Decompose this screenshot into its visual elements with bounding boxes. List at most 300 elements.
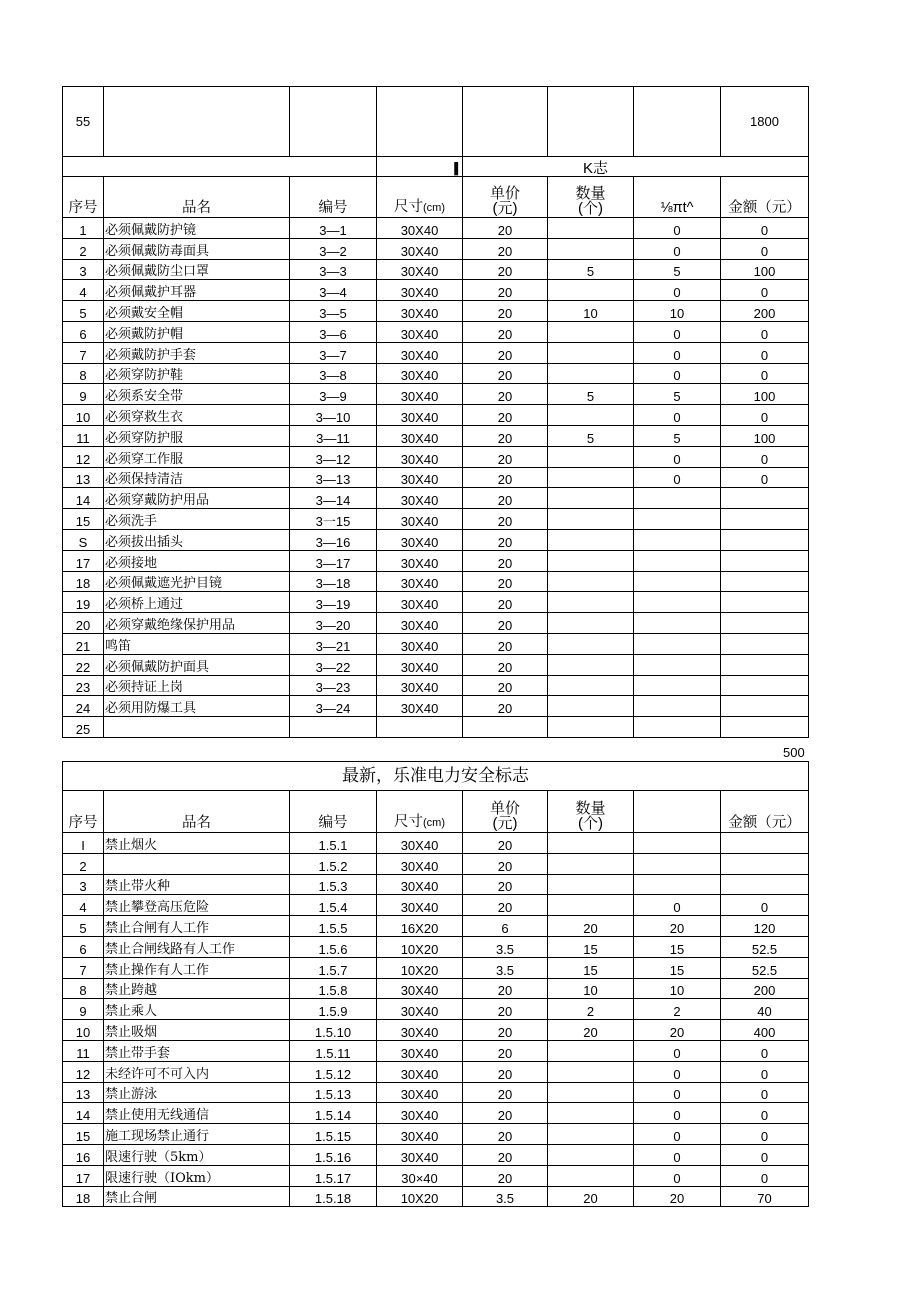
cell-code: 3—5 (290, 301, 377, 322)
cell-qty (548, 1144, 634, 1165)
cell-price: 20 (463, 895, 548, 916)
header-qty-line1: 数量 (575, 185, 606, 202)
cell-size (377, 717, 463, 738)
cell-code: 1.5.12 (290, 1061, 377, 1082)
cell-amount: 0 (721, 895, 809, 916)
cell-col7: 20 (634, 916, 721, 937)
cell-name: 禁止带火种 (104, 874, 290, 895)
cell-amount (721, 509, 809, 530)
cell-price: 20 (463, 363, 548, 384)
cell-col7: 5 (634, 259, 721, 280)
cell-amount: 0 (721, 238, 809, 259)
cell-amount (721, 633, 809, 654)
table-row (63, 238, 809, 259)
cell-col7: 0 (634, 1103, 721, 1124)
header-col7: ⅛πt^ (634, 177, 721, 218)
cell-amount: 100 (721, 259, 809, 280)
cell-qty (548, 1124, 634, 1145)
cell-name (104, 853, 290, 874)
cell-qty: 10 (548, 301, 634, 322)
cell-qty (548, 633, 634, 654)
cell-seq: 21 (63, 633, 104, 654)
cell-amount: 0 (721, 1040, 809, 1061)
cell-price: 20 (463, 613, 548, 634)
cell-seq: 8 (63, 363, 104, 384)
cell-qty (548, 613, 634, 634)
cell-code: 1.5.8 (290, 978, 377, 999)
cell-name: 必须穿救生衣 (104, 405, 290, 426)
cell-price: 20 (463, 1061, 548, 1082)
cell-size: 30X40 (377, 1082, 463, 1103)
cell-amount (721, 613, 809, 634)
cell-name: 禁止吸烟 (104, 1020, 290, 1041)
cell-price: 20 (463, 1020, 548, 1041)
cell-size: 30X40 (377, 696, 463, 717)
cell-qty (548, 571, 634, 592)
table-row (63, 696, 809, 717)
table-row (63, 978, 809, 999)
cell-qty (548, 1103, 634, 1124)
cell-seq: 11 (63, 425, 104, 446)
header-col7 (634, 791, 721, 833)
cell-price: 20 (463, 592, 548, 613)
cell-size: 30X40 (377, 529, 463, 550)
cell-price: 20 (463, 446, 548, 467)
table-row (63, 853, 809, 874)
cell-col7: 0 (634, 1165, 721, 1186)
cell-qty (548, 342, 634, 363)
cell-price: 20 (463, 1124, 548, 1145)
cell-name: 必须穿工作服 (104, 446, 290, 467)
cell-size: 30X40 (377, 280, 463, 301)
cell-size: 10X20 (377, 1186, 463, 1207)
cell-seq: S (63, 529, 104, 550)
cell-col7: 0 (634, 467, 721, 488)
cell-price: 20 (463, 405, 548, 426)
table-row (63, 1040, 809, 1061)
cell-col7: 0 (634, 280, 721, 301)
header-qty-line2: (个) (578, 815, 603, 832)
cell-qty (548, 675, 634, 696)
cell-seq: 6 (63, 321, 104, 342)
cell-col7: 0 (634, 238, 721, 259)
cell-seq: 17 (63, 1165, 104, 1186)
cell-qty (548, 488, 634, 509)
cell-size: 30X40 (377, 895, 463, 916)
cell-col7: 15 (634, 957, 721, 978)
table-row (63, 1124, 809, 1145)
cell-col7: 5 (634, 384, 721, 405)
cell-size: 30X40 (377, 833, 463, 854)
cell-qty (548, 1165, 634, 1186)
cell-name: 必须佩戴防尘口罩 (104, 259, 290, 280)
cell-size: 30X40 (377, 613, 463, 634)
cell-seq: 12 (63, 446, 104, 467)
header-name: 品名 (104, 791, 290, 833)
title-mark: ▌ (377, 157, 463, 177)
cell-qty: 20 (548, 1020, 634, 1041)
header-amount: 金额（元） (721, 791, 809, 833)
cell-name: 禁止游泳 (104, 1082, 290, 1103)
cell-seq: 9 (63, 384, 104, 405)
cell-qty (548, 467, 634, 488)
cell-name: 必须持证上岗 (104, 675, 290, 696)
cell-size: 30X40 (377, 675, 463, 696)
cell-price: 20 (463, 654, 548, 675)
cell-code: 1.5.17 (290, 1165, 377, 1186)
cell-price: 20 (463, 467, 548, 488)
cell-code: 3—13 (290, 467, 377, 488)
cell-amount: 0 (721, 1061, 809, 1082)
cell-amount (721, 696, 809, 717)
cell-size: 30X40 (377, 259, 463, 280)
cell-amount: 40 (721, 999, 809, 1020)
cell-name: 必须穿防护服 (104, 425, 290, 446)
cell-amount (721, 592, 809, 613)
cell-col7 (634, 833, 721, 854)
cell-size: 30X40 (377, 654, 463, 675)
cell-size: 30X40 (377, 218, 463, 239)
cell-qty (548, 696, 634, 717)
cell-code: 1.5.7 (290, 957, 377, 978)
cell-amount (721, 675, 809, 696)
header-size-label: 尺寸 (394, 814, 423, 830)
cell-col7: 0 (634, 1082, 721, 1103)
header-price-line1: 单价 (489, 185, 520, 202)
cell-size: 30X40 (377, 571, 463, 592)
table-row (63, 571, 809, 592)
cell-qty: 10 (548, 978, 634, 999)
cell-name: 禁止使用无线通信 (104, 1103, 290, 1124)
cell-name: 限速行驶（5km） (104, 1144, 290, 1165)
cell-amount: 0 (721, 405, 809, 426)
cell-name: 必须穿戴防护用品 (104, 488, 290, 509)
cell-amount: 0 (721, 1144, 809, 1165)
cell-name: 必须穿戴绝缘保护用品 (104, 613, 290, 634)
header-seq: 序号 (63, 791, 104, 833)
cell-col7: 20 (634, 1186, 721, 1207)
cell-size: 30X40 (377, 1020, 463, 1041)
table-row (63, 1165, 809, 1186)
table-row (63, 592, 809, 613)
cell-amount: 120 (721, 916, 809, 937)
cell-amount: 52.5 (721, 936, 809, 957)
cell-name: 禁止带手套 (104, 1040, 290, 1061)
cell-size: 30X40 (377, 488, 463, 509)
cell-amount: 0 (721, 1082, 809, 1103)
total-value: 500 (783, 745, 805, 760)
safety-sign-table-1 (62, 86, 809, 738)
cell-qty: 20 (548, 916, 634, 937)
cell-size: 30X40 (377, 467, 463, 488)
cell-seq: 55 (63, 87, 104, 157)
cell-name: 必须佩戴防护面具 (104, 654, 290, 675)
cell-col7 (634, 654, 721, 675)
cell-price (463, 717, 548, 738)
cell-name: 必须佩戴护耳器 (104, 280, 290, 301)
cell-amount: 0 (721, 218, 809, 239)
section2-title-row (63, 762, 809, 791)
cell-seq: 7 (63, 957, 104, 978)
cell-seq: 17 (63, 550, 104, 571)
cell-amount: 200 (721, 978, 809, 999)
cell-code: 3—20 (290, 613, 377, 634)
cell-amount: 100 (721, 384, 809, 405)
cell-code: 3—7 (290, 342, 377, 363)
header-seq: 序号 (63, 177, 104, 218)
cell-code: 1.5.16 (290, 1144, 377, 1165)
cell-price: 20 (463, 1082, 548, 1103)
cell-col7: 0 (634, 342, 721, 363)
cell-price: 20 (463, 509, 548, 530)
cell-code: 1.5.9 (290, 999, 377, 1020)
cell-price: 20 (463, 675, 548, 696)
cell-code: 3—18 (290, 571, 377, 592)
cell-qty (548, 550, 634, 571)
cell-seq: 20 (63, 613, 104, 634)
table-row (63, 280, 809, 301)
cell-name: 必须戴安全帽 (104, 301, 290, 322)
cell-seq: 23 (63, 675, 104, 696)
cell-qty (548, 654, 634, 675)
table-row (63, 467, 809, 488)
cell-name: 禁止跨越 (104, 978, 290, 999)
cell-qty (548, 1040, 634, 1061)
table-row (63, 654, 809, 675)
cell-code: 3—12 (290, 446, 377, 467)
cell-price: 20 (463, 696, 548, 717)
cell-size: 30X40 (377, 1144, 463, 1165)
cell-seq: I (63, 833, 104, 854)
cell-code: 1.5.3 (290, 874, 377, 895)
cell-price: 20 (463, 488, 548, 509)
header-code: 编号 (290, 791, 377, 833)
cell-name: 必须穿防护鞋 (104, 363, 290, 384)
table-row (63, 874, 809, 895)
table-row (63, 509, 809, 530)
cell-seq: 22 (63, 654, 104, 675)
cell-seq: 16 (63, 1144, 104, 1165)
cell-name: 禁止合闸线路有人工作 (104, 936, 290, 957)
header-size-label: 尺寸 (394, 199, 423, 215)
cell-col7: 15 (634, 936, 721, 957)
cell-code: 3—24 (290, 696, 377, 717)
cell-name: 必须佩戴防毒面具 (104, 238, 290, 259)
cell-code: 1.5.10 (290, 1020, 377, 1041)
header-size (377, 177, 463, 218)
cell-amount (721, 488, 809, 509)
cell-col7 (634, 488, 721, 509)
cell-seq: 14 (63, 1103, 104, 1124)
cell-name: 必须接地 (104, 550, 290, 571)
cell-name: 限速行驶（IOkm） (104, 1165, 290, 1186)
cell-name: 必须佩戴防护镜 (104, 218, 290, 239)
cell-col7 (634, 696, 721, 717)
cell-name: 禁止烟火 (104, 833, 290, 854)
cell-amount (721, 853, 809, 874)
cell-qty (548, 592, 634, 613)
cell-col7: 0 (634, 363, 721, 384)
cell-name: 禁止乘人 (104, 999, 290, 1020)
header-row (63, 791, 809, 833)
header-size-unit: (cm) (423, 202, 445, 214)
cell-qty (548, 529, 634, 550)
cell-amount: 70 (721, 1186, 809, 1207)
cell-amount (721, 654, 809, 675)
cell-qty (548, 1082, 634, 1103)
cell-qty: 15 (548, 936, 634, 957)
cell-price: 20 (463, 874, 548, 895)
cell-name: 必须拔出插头 (104, 529, 290, 550)
cell-size: 30X40 (377, 301, 463, 322)
cell-name: 鸣笛 (104, 633, 290, 654)
cell-seq: 4 (63, 895, 104, 916)
cell-amount: 52.5 (721, 957, 809, 978)
cell-amount: 0 (721, 1165, 809, 1186)
cell-size: 30X40 (377, 363, 463, 384)
cell-seq: 15 (63, 1124, 104, 1145)
section2-title: 最新，乐准电力安全标志 (63, 762, 809, 791)
cell-seq: 25 (63, 717, 104, 738)
cell-qty (548, 218, 634, 239)
cell-col7 (634, 613, 721, 634)
cell-qty (548, 321, 634, 342)
cell-seq: 6 (63, 936, 104, 957)
table-row (63, 384, 809, 405)
cell-size: 30X40 (377, 592, 463, 613)
cell-amount (721, 529, 809, 550)
cell-code: 1.5.11 (290, 1040, 377, 1061)
cell-price: 20 (463, 1103, 548, 1124)
cell-col7: 0 (634, 1040, 721, 1061)
cell-col7 (634, 717, 721, 738)
table-row (63, 425, 809, 446)
table-row (63, 301, 809, 322)
cell-code: 1.5.5 (290, 916, 377, 937)
cell-size: 30X40 (377, 384, 463, 405)
cell-name: 必须戴防护帽 (104, 321, 290, 342)
table-row (63, 550, 809, 571)
header-price-line1: 单价 (489, 800, 520, 817)
cell-size: 30X40 (377, 1061, 463, 1082)
cell-amount: 200 (721, 301, 809, 322)
cell-code (290, 717, 377, 738)
cell-size: 10X20 (377, 936, 463, 957)
cell-col7: 0 (634, 321, 721, 342)
cell-seq: 2 (63, 853, 104, 874)
cell-code: 3—10 (290, 405, 377, 426)
cell-price: 20 (463, 1144, 548, 1165)
cell-seq: 5 (63, 916, 104, 937)
cell-price: 20 (463, 999, 548, 1020)
cell-price: 20 (463, 571, 548, 592)
cell-code: 3—2 (290, 238, 377, 259)
header-name: 品名 (104, 177, 290, 218)
cell-name: 必须系安全带 (104, 384, 290, 405)
table-row (63, 218, 809, 239)
cell-qty (548, 446, 634, 467)
cell-size: 30X40 (377, 1103, 463, 1124)
cell-seq: 12 (63, 1061, 104, 1082)
cell-size: 30X40 (377, 238, 463, 259)
cell-price: 20 (463, 1165, 548, 1186)
cell-name: 未经许可不可入内 (104, 1061, 290, 1082)
cell-size: 30X40 (377, 509, 463, 530)
cell-seq: 18 (63, 1186, 104, 1207)
header-row (63, 177, 809, 218)
cell-seq: 3 (63, 259, 104, 280)
table-row (63, 259, 809, 280)
cell-col7 (634, 874, 721, 895)
cell-price: 20 (463, 384, 548, 405)
cell-seq: 18 (63, 571, 104, 592)
header-price-line2: (元) (492, 200, 518, 217)
table-row (63, 488, 809, 509)
cell-price: 20 (463, 301, 548, 322)
cell-qty: 2 (548, 999, 634, 1020)
cell-seq: 3 (63, 874, 104, 895)
table-row (63, 342, 809, 363)
table-row (63, 529, 809, 550)
cell-col7 (634, 675, 721, 696)
table-row (63, 1144, 809, 1165)
cell-amount: 0 (721, 280, 809, 301)
section-title: K志 (463, 157, 809, 177)
cell-qty (548, 833, 634, 854)
cell-seq: 24 (63, 696, 104, 717)
cell-seq: 10 (63, 405, 104, 426)
cell-amount: 0 (721, 1124, 809, 1145)
cell-col7: 0 (634, 405, 721, 426)
cell-amount: 400 (721, 1020, 809, 1041)
cell-price: 20 (463, 342, 548, 363)
cell-price: 6 (463, 916, 548, 937)
cell-seq: 14 (63, 488, 104, 509)
header-price (463, 177, 548, 218)
cell-code: 3—1 (290, 218, 377, 239)
cell-qty (548, 1061, 634, 1082)
table-row (63, 446, 809, 467)
cell-qty (548, 238, 634, 259)
cell-amount (721, 833, 809, 854)
cell-price: 3.5 (463, 936, 548, 957)
cell-col7: 0 (634, 1124, 721, 1145)
cell-code: 1.5.18 (290, 1186, 377, 1207)
cell-price: 20 (463, 425, 548, 446)
cell-price: 20 (463, 321, 548, 342)
cell-seq: 10 (63, 1020, 104, 1041)
cell-qty (548, 405, 634, 426)
cell-amount (721, 717, 809, 738)
cell-name: 施工现场禁止通行 (104, 1124, 290, 1145)
cell-price: 20 (463, 978, 548, 999)
cell-code: 3—17 (290, 550, 377, 571)
table-row (63, 1020, 809, 1041)
table-row (63, 613, 809, 634)
cell-price: 20 (463, 218, 548, 239)
cell-name: 必须佩戴遮光护目镜 (104, 571, 290, 592)
cell-col7: 20 (634, 1020, 721, 1041)
cell-col7 (634, 633, 721, 654)
header-amount: 金额（元） (721, 177, 809, 218)
table-row (63, 1186, 809, 1207)
table-row (63, 363, 809, 384)
cell-price: 20 (463, 853, 548, 874)
cell-price: 20 (463, 833, 548, 854)
cell-seq: 5 (63, 301, 104, 322)
cell-name (104, 717, 290, 738)
cell-code: 3—9 (290, 384, 377, 405)
